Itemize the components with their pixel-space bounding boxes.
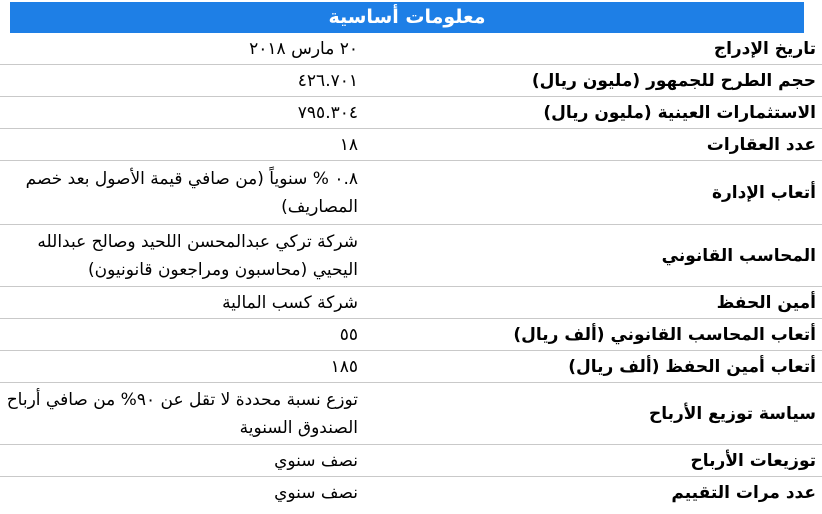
row-in-kind-investments (0, 97, 822, 129)
row-dividend-policy (0, 383, 822, 445)
row-custodian (0, 287, 822, 319)
row-auditor-fees (0, 319, 822, 351)
row-dividend-distributions (0, 445, 822, 477)
row-auditor (0, 225, 822, 287)
section-title: معلومات أساسية (328, 6, 486, 28)
row-label: توزيعات الأرباح (690, 450, 816, 471)
row-value: ٤٢٦.٧٠١ (297, 70, 358, 91)
row-label: أتعاب الإدارة (711, 182, 816, 203)
section-header (10, 2, 804, 33)
row-label: حجم الطرح للجمهور (مليون ريال) (531, 70, 816, 91)
row-label: المحاسب القانوني (661, 245, 816, 266)
row-listing-date (0, 33, 822, 65)
row-value: ٢٠ مارس ٢٠١٨ (249, 38, 358, 59)
row-custodian-fees (0, 351, 822, 383)
row-number-of-properties (0, 129, 822, 161)
row-label: عدد مرات التقييم (671, 482, 816, 503)
row-public-offering-size (0, 65, 822, 97)
row-value: توزع نسبة محددة لا تقل عن ٩٠% من صافي أرباح الصندوق السنوية (6, 389, 358, 438)
row-valuation-frequency (0, 477, 822, 508)
info-table (0, 33, 822, 508)
row-label: أتعاب المحاسب القانوني (ألف ريال) (513, 324, 816, 345)
row-management-fees (0, 161, 822, 225)
row-value: نصف سنوي (274, 482, 358, 503)
row-label: عدد العقارات (706, 134, 816, 155)
row-label: أمين الحفظ (716, 292, 816, 313)
row-label: الاستثمارات العينية (مليون ريال) (543, 102, 816, 123)
row-value: ٠.٨ % سنوياً (من صافي قيمة الأصول بعد خصم المصاريف) (25, 168, 358, 217)
row-value: ١٨٥ (330, 356, 358, 377)
row-value: شركة تركي عبدالمحسن اللحيد وصالح عبدالله اليحيي (محاسبون ومراجعون قانونيون) (37, 231, 358, 280)
row-value: شركة كسب المالية (222, 292, 358, 313)
row-value: ٧٩٥.٣٠٤ (297, 102, 358, 123)
row-value: ٥٥ (339, 324, 358, 345)
row-value: نصف سنوي (274, 450, 358, 471)
row-value: ١٨ (339, 134, 358, 155)
row-label: سياسة توزيع الأرباح (648, 403, 816, 424)
row-label: تاريخ الإدراج (713, 38, 816, 59)
row-label: أتعاب أمين الحفظ (ألف ريال) (568, 356, 816, 377)
